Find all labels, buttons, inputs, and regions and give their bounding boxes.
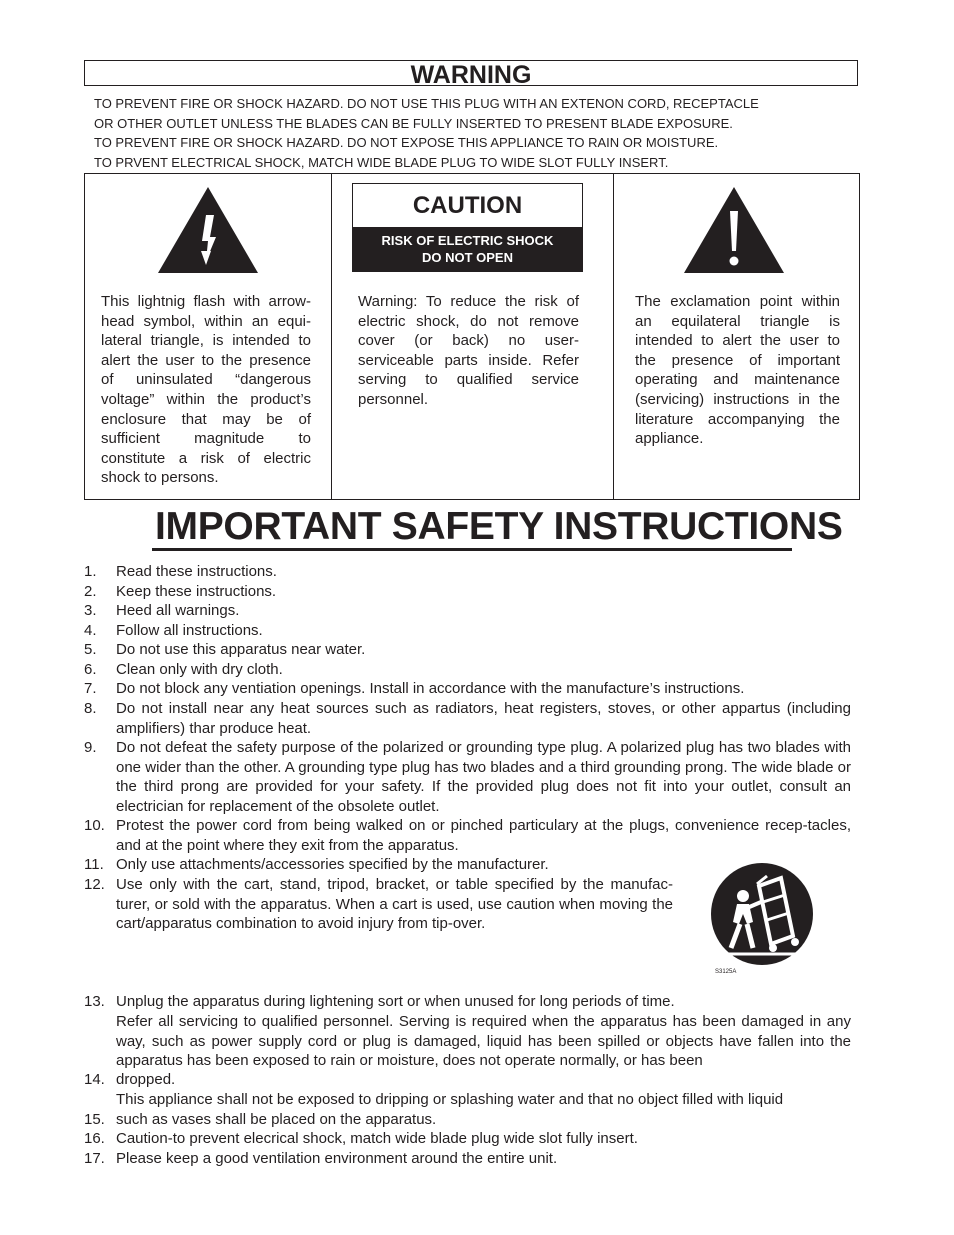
list-item: Do not install near any heat sources such as radiators, heat registers, stoves, or other appartus (including amplifiers) thar produce heat. — [116, 700, 851, 737]
list-item: Refer all servicing to qualified personnel. Serving is required when the apparatus has been damaged in any way, such as power supply cord or plug is damaged, liquid has been spilled or objects have fallen into the apparatus has been exposed to rain or moisture, does not operate normally, or has been — [116, 1013, 851, 1070]
list-item: Do not block any ventiation openings. Install in accordance with the manufacture’s instructions. — [116, 680, 745, 697]
list-item-number: 4. — [84, 622, 97, 639]
list-item-number: 5. — [84, 641, 97, 658]
list-item: Caution-to prevent elecrical shock, match wide blade plug wide slot fully insert. — [116, 1130, 638, 1147]
list-item: Heed all warnings. — [116, 602, 240, 619]
list-item: Only use attachments/accessories specified by the manufacturer. — [116, 856, 549, 873]
list-item-number: 9. — [84, 739, 97, 756]
list-item: Do not defeat the safety purpose of the polarized or grounding type plug. A polarized plug has two blades with one wider than the other. A grounding type plug has two blades and a third grounding prong. The wide blade or the third prong are provided for your safety. If the provided plug does not fit into your outlet, consult an electrician for replacement of the obsolete outlet. — [116, 739, 851, 815]
list-item-number: 12. — [84, 876, 105, 893]
list-item-number: 8. — [84, 700, 97, 717]
warning-line: TO PREVENT FIRE OR SHOCK HAZARD. DO NOT USE THIS PLUG WITH AN EXTENON CORD, RECEPTACLE — [94, 96, 759, 111]
cart-tipover-icon — [707, 862, 817, 966]
caution-line: DO NOT OPEN — [421, 250, 513, 265]
caution-line: RISK OF ELECTRIC SHOCK — [381, 233, 554, 248]
list-item: dropped. — [116, 1071, 176, 1088]
list-item: Do not use this apparatus near water. — [116, 641, 366, 658]
lightning-description: This lightnig flash with arrow-head symbol, within an equi-lateral triangle, is intended to alert the user to the presence of uninsulated “dangerous voltage” within the product’s enclosure that may be of sufficient magnitude to constitute a risk of electric shock to persons. — [101, 293, 311, 487]
list-item: Read these instructions. — [116, 563, 277, 580]
warning-line: TO PRVENT ELECTRICAL SHOCK, MATCH WIDE BLADE PLUG TO WIDE SLOT FULLY INSERT. — [94, 154, 669, 170]
list-item: Unplug the apparatus during lightening sort or when unused for long periods of time. — [116, 993, 675, 1010]
list-item-number: 17. — [84, 1150, 105, 1167]
column-divider — [331, 174, 332, 499]
title-underline — [152, 548, 792, 551]
page-title: IMPORTANT SAFETY INSTRUCTIONS — [155, 505, 843, 548]
list-item-number: 13. — [84, 993, 105, 1010]
caution-title: CAUTION — [412, 192, 523, 219]
list-item-number: 6. — [84, 661, 97, 678]
warning-lines — [94, 94, 864, 172]
list-item-number: 16. — [84, 1130, 105, 1147]
warning-line: OR OTHER OUTLET UNLESS THE BLADES CAN BE FULLY INSERTED TO PRESENT BLADE EXPOSURE. — [94, 115, 733, 131]
list-item: Clean only with dry cloth. — [116, 661, 283, 678]
safety-symbols-table — [84, 173, 860, 500]
list-item: This appliance shall not be exposed to dripping or splashing water and that no object filled with liquid — [116, 1091, 784, 1108]
warning-title: WARNING — [410, 61, 532, 89]
list-item: Use only with the cart, stand, tripod, bracket, or table specified by the manufac-turer, or sold with the apparatus. When a cart is used, use caution when moving the cart/apparatus combination to avoid injury from tip-over. — [116, 876, 673, 933]
list-item-number: 1. — [84, 563, 97, 580]
list-item-number: 3. — [84, 602, 97, 619]
lightning-triangle-icon — [156, 185, 260, 275]
column-divider — [613, 174, 614, 499]
warning-box — [84, 60, 858, 89]
list-item-number: 2. — [84, 583, 97, 600]
list-item: Protest the power cord from being walked on or pinched particulary at the plugs, convenience recep-tacles, and at the point where they exit from the apparatus. — [116, 817, 851, 854]
caution-description: Warning: To reduce the risk of electric shock, do not remove cover (or back) no user-serviceable parts inside. Refer serving to qualified service personnel. — [358, 293, 579, 408]
list-item-number: 10. — [84, 817, 105, 834]
caution-label — [352, 183, 583, 272]
list-item-number: 11. — [84, 856, 104, 873]
list-item: Keep these instructions. — [116, 583, 277, 600]
list-item-number: 15. — [84, 1111, 105, 1128]
list-item-number: 7. — [84, 680, 97, 697]
warning-line: TO PREVENT FIRE OR SHOCK HAZARD. DO NOT EXPOSE THIS APPLIANCE TO RAIN OR MOISTURE. — [94, 135, 719, 150]
list-item: Follow all instructions. — [116, 622, 263, 639]
cart-figure-code: S3125A — [715, 969, 737, 975]
list-item-number: 14. — [84, 1071, 105, 1088]
list-item: such as vases shall be placed on the apparatus. — [116, 1111, 437, 1128]
exclamation-triangle-icon — [682, 185, 786, 275]
exclamation-description: The exclamation point within an equilateral triangle is intended to alert the user to the presence of important operating and maintenance (servicing) instructions in the literature accompanying the appliance. — [635, 293, 840, 448]
list-item: Please keep a good ventilation environment around the entire unit. — [116, 1150, 558, 1167]
cart-tipover-figure — [707, 862, 817, 980]
caution-band — [353, 227, 582, 271]
